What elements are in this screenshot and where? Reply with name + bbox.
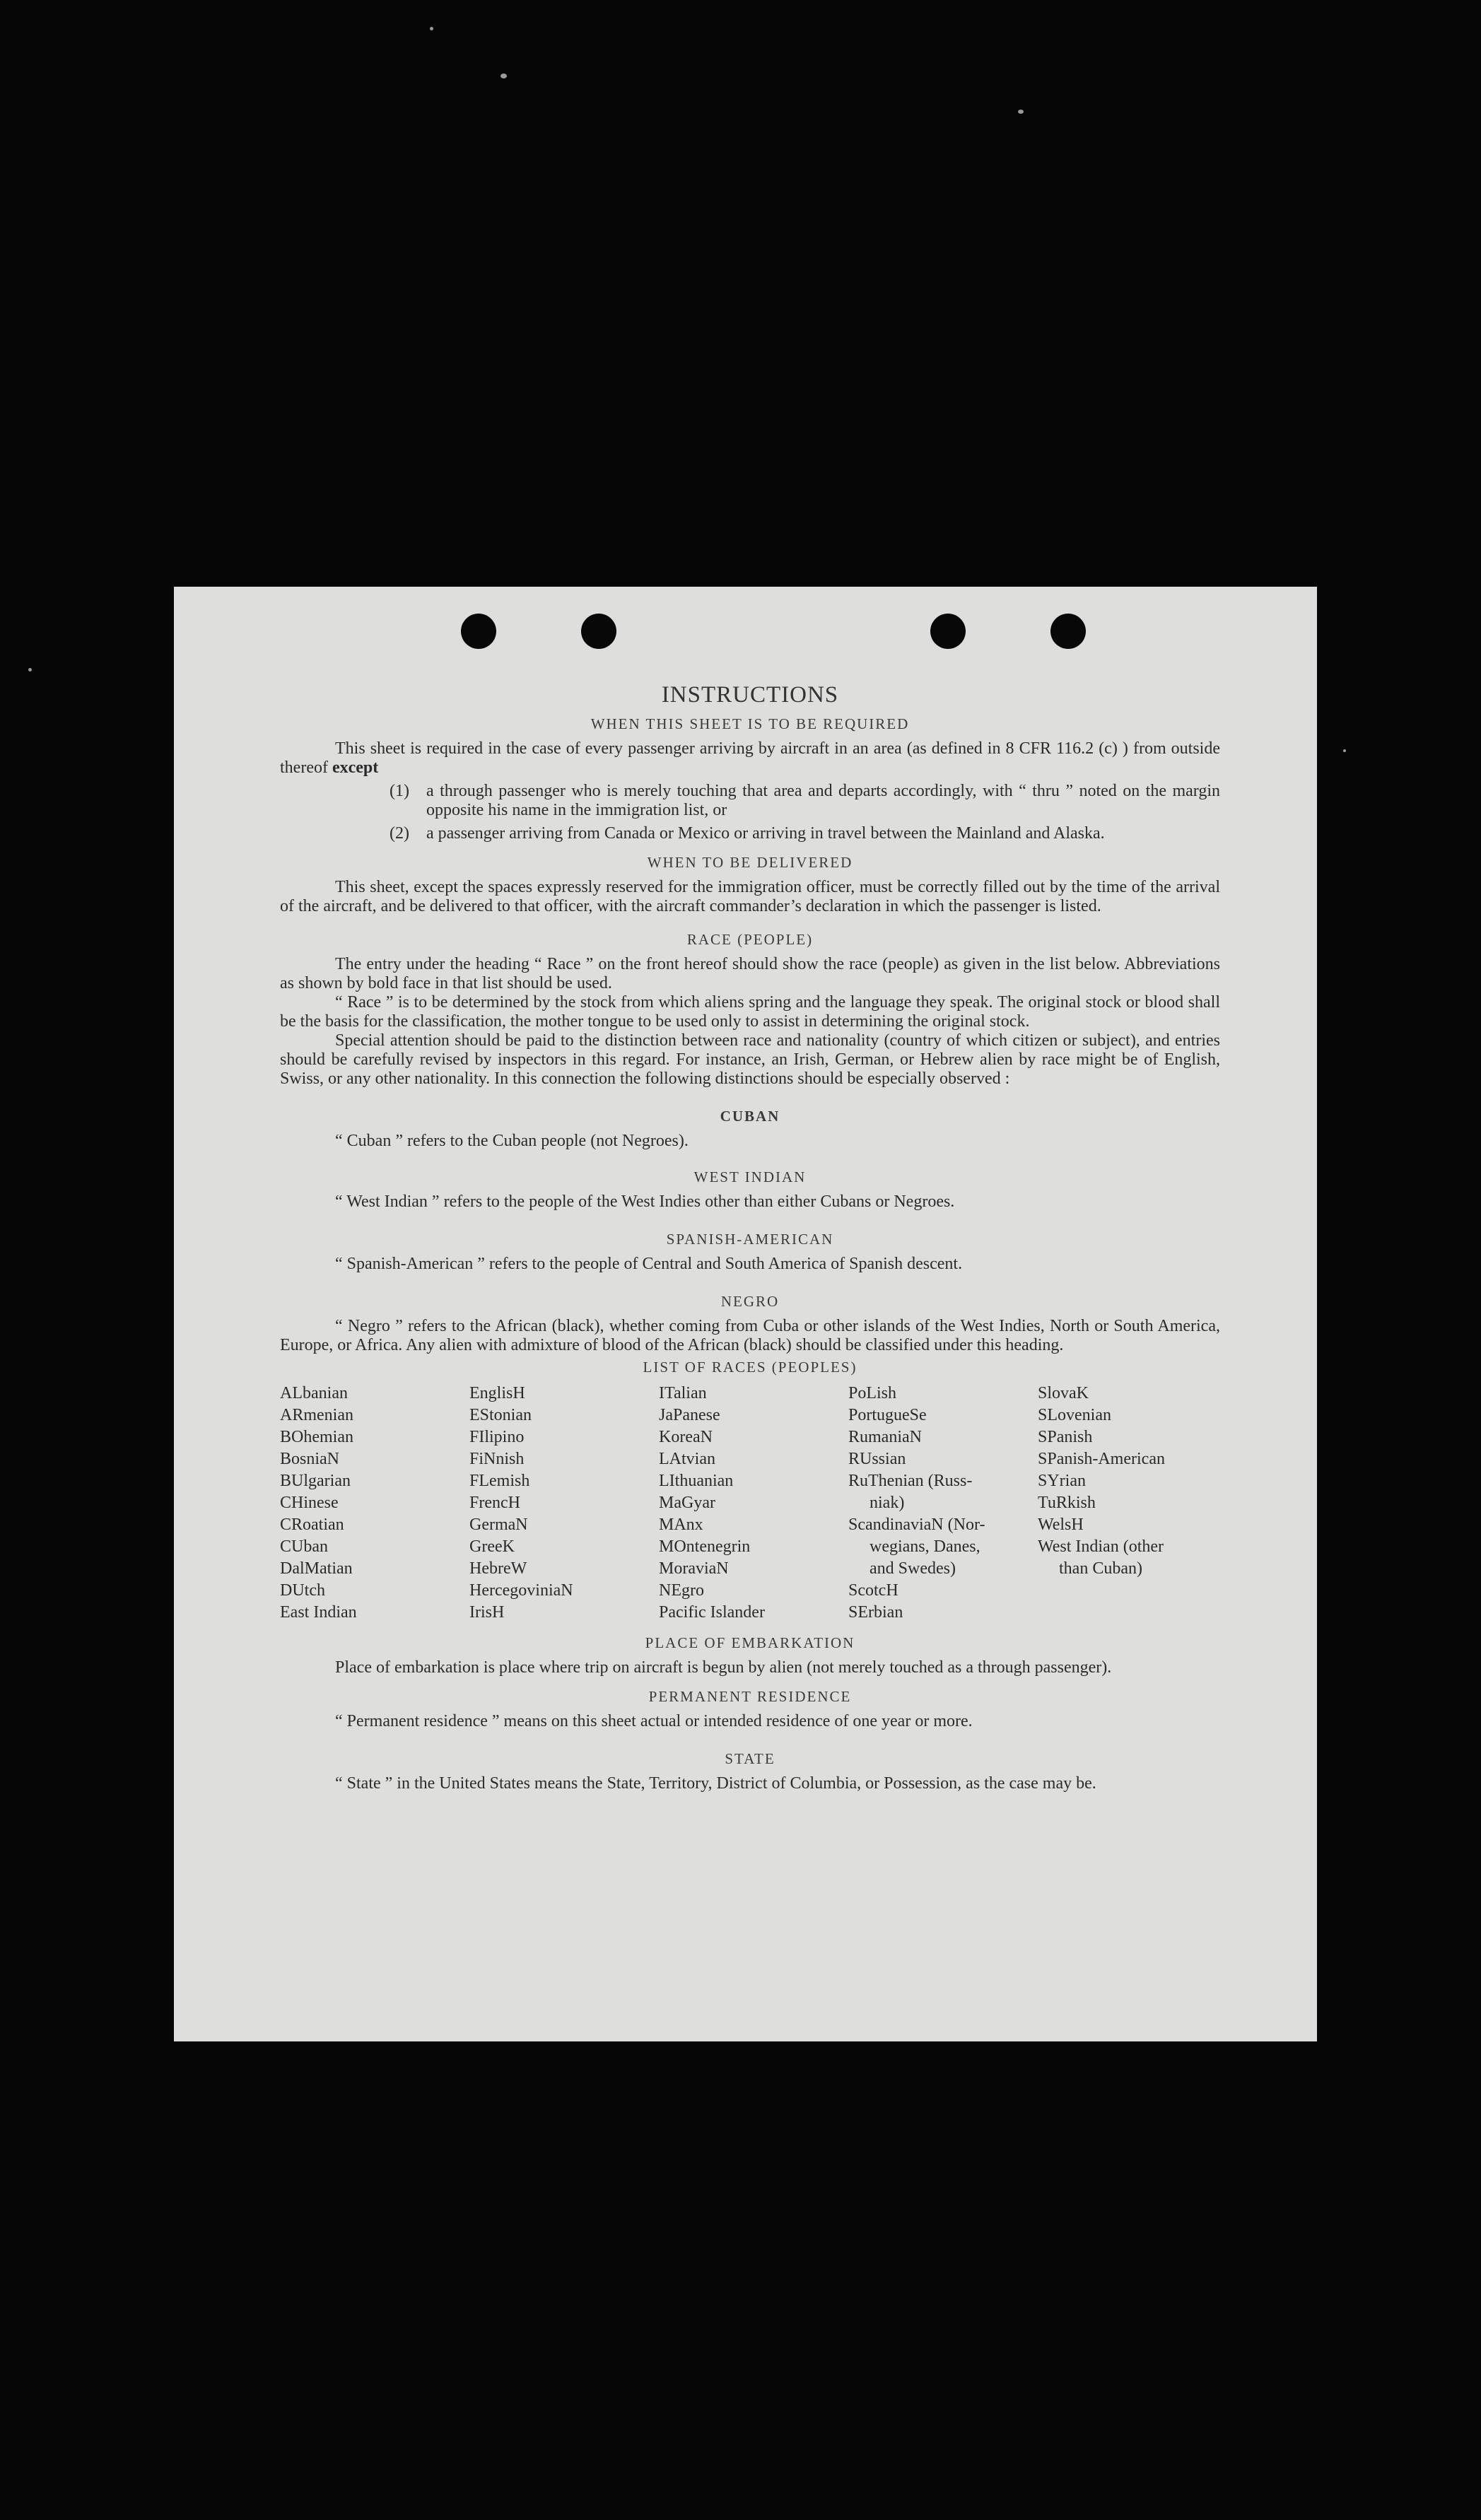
- race-item: DalMatian: [280, 1559, 353, 1578]
- race-item: East Indian: [280, 1603, 357, 1622]
- embarkation-text: Place of embarkation is place where trip on aircraft is begun by alien (not merely touched as a through passenger).: [335, 1658, 1112, 1677]
- race-paragraph: The entry under the heading “ Race ” on the front hereof should show the race (people) as given in the list below. Abbreviations as shown by bold face in that list should be used.: [280, 955, 1220, 992]
- race-item: ALbanian: [280, 1384, 348, 1402]
- scan-speck: [501, 74, 507, 78]
- race-item: than Cuban): [1059, 1559, 1142, 1578]
- race-item: HebreW: [469, 1559, 527, 1578]
- race-item: MoraviaN: [659, 1559, 729, 1578]
- race-item: TuRkish: [1038, 1494, 1096, 1512]
- race-item: GreeK: [469, 1537, 515, 1556]
- race-item: CRoatian: [280, 1516, 344, 1534]
- race-item: IrisH: [469, 1603, 505, 1622]
- race-item: ITalian: [659, 1384, 707, 1402]
- race-column: [469, 1383, 659, 1624]
- race-item: WelsH: [1038, 1516, 1084, 1534]
- race-item: BUlgarian: [280, 1472, 351, 1490]
- race-item: FrencH: [469, 1494, 520, 1512]
- race-item: SlovaK: [1038, 1384, 1089, 1402]
- scan-speck: [1018, 110, 1024, 114]
- document-body: [280, 682, 1220, 1793]
- scan-speck: [430, 27, 433, 30]
- race-item: SPanish: [1038, 1428, 1093, 1446]
- heading-when-delivered: WHEN TO BE DELIVERED: [647, 854, 853, 871]
- race-item: EnglisH: [469, 1384, 525, 1402]
- race-item: RumaniaN: [848, 1428, 922, 1446]
- race-paragraph: Special attention should be paid to the distinction between race and nationality (country of which citizen or subject), and entries should be carefully revised by inspectors in this regard. For instance, an Irish, German, or Hebrew alien by race might be of English, Swiss, or any other nationality. In this connection the following distinctions should be especially observed :: [280, 1031, 1220, 1088]
- instruction-sheet: [174, 587, 1317, 2041]
- race-item: RUssian: [848, 1450, 906, 1468]
- heading-negro: NEGRO: [720, 1293, 780, 1310]
- spanish-american-text: “ Spanish-American ” refers to the people of Central and South America of Spanish descent.: [335, 1255, 963, 1273]
- cuban-text: “ Cuban ” refers to the Cuban people (not Negroes).: [335, 1132, 689, 1150]
- race-item: GermaN: [469, 1516, 528, 1534]
- race-item: SLovenian: [1038, 1406, 1111, 1424]
- heading-state: STATE: [725, 1750, 775, 1767]
- scan-speck: [1343, 749, 1346, 752]
- race-column: [848, 1383, 1038, 1624]
- race-item: JaPanese: [659, 1406, 720, 1424]
- race-item: and Swedes): [870, 1559, 956, 1578]
- race-item: FLemish: [469, 1472, 530, 1490]
- race-item: PoLish: [848, 1384, 897, 1402]
- exception-item: [390, 782, 1220, 820]
- document-title: INSTRUCTIONS: [661, 682, 839, 708]
- race-item: LAtvian: [659, 1450, 715, 1468]
- when-required-intro: [280, 739, 1220, 778]
- heading-race: RACE (PEOPLE): [686, 931, 814, 948]
- heading-list-of-races: LIST OF RACES (PEOPLES): [643, 1359, 857, 1376]
- race-item: wegians, Danes,: [870, 1537, 980, 1556]
- exception-text: a passenger arriving from Canada or Mexico or arriving in travel between the Mainland and Alaska.: [426, 824, 1105, 843]
- punch-hole: [1050, 614, 1086, 649]
- punch-hole: [461, 614, 496, 649]
- heading-when-required: WHEN THIS SHEET IS TO BE REQUIRED: [590, 715, 910, 732]
- negro-text: “ Negro ” refers to the African (black), whether coming from Cuba or other islands of the West Indies, North or South America, Europe, or Africa. Any alien with admixture of blood of the African (black) should be classified under this heading.: [280, 1317, 1220, 1354]
- race-item: CHinese: [280, 1494, 339, 1512]
- exception-number: (1): [390, 782, 409, 800]
- heading-spanish-american: SPANISH-AMERICAN: [666, 1231, 834, 1248]
- race-item: LIthuanian: [659, 1472, 734, 1490]
- race-item: HercegoviniaN: [469, 1581, 573, 1600]
- race-item: MaGyar: [659, 1494, 715, 1512]
- race-item: SPanish-American: [1038, 1450, 1165, 1468]
- race-item: BosniaN: [280, 1450, 339, 1468]
- heading-cuban: CUBAN: [720, 1108, 780, 1125]
- race-item: ARmenian: [280, 1406, 353, 1424]
- race-item: BOhemian: [280, 1428, 353, 1446]
- heading-embarkation: PLACE OF EMBARKATION: [645, 1634, 855, 1651]
- residence-text: “ Permanent residence ” means on this sheet actual or intended residence of one year or more.: [335, 1712, 973, 1730]
- when-delivered-text: This sheet, except the spaces expressly reserved for the immigration officer, must be correctly filled out by the time of the arrival of the aircraft, and be delivered to that officer, with the aircraft commander’s declaration in which the passenger is listed.: [280, 878, 1220, 915]
- race-item: EStonian: [469, 1406, 532, 1424]
- west-indian-text: “ West Indian ” refers to the people of the West Indies other than either Cubans or Negroes.: [335, 1192, 955, 1211]
- exception-number: (2): [390, 824, 409, 843]
- race-item: DUtch: [280, 1581, 325, 1600]
- race-item: KoreaN: [659, 1428, 713, 1446]
- race-column: [659, 1383, 848, 1624]
- race-item: Pacific Islander: [659, 1603, 765, 1622]
- race-item: FiNnish: [469, 1450, 525, 1468]
- race-item: SErbian: [848, 1603, 903, 1622]
- punch-hole: [581, 614, 616, 649]
- race-item: MOntenegrin: [659, 1537, 751, 1556]
- race-item: CUban: [280, 1537, 328, 1556]
- scan-speck: [28, 668, 32, 672]
- race-item: ScandinaviaN (Nor-: [848, 1516, 985, 1534]
- race-item: SYrian: [1038, 1472, 1086, 1490]
- when-required-intro-text: This sheet is required in the case of every passenger arriving by aircraft in an area (as defined in 8 CFR 116.2 (c) ) from outside thereof: [280, 739, 1220, 777]
- race-item: ScotcH: [848, 1581, 898, 1600]
- heading-west-indian: WEST INDIAN: [693, 1168, 807, 1185]
- race-list: [280, 1383, 1220, 1624]
- race-item: PortugueSe: [848, 1406, 927, 1424]
- heading-residence: PERMANENT RESIDENCE: [648, 1688, 852, 1705]
- race-item: MAnx: [659, 1516, 703, 1534]
- when-required-intro-emphasis: except: [332, 758, 379, 777]
- race-paragraph: “ Race ” is to be determined by the stock from which aliens spring and the language they speak. The original stock or blood shall be the basis for the classification, the mother tongue to be used only to assist in determining the original stock.: [280, 993, 1220, 1031]
- race-item: niak): [870, 1494, 905, 1512]
- race-item: RuThenian (Russ-: [848, 1472, 973, 1490]
- exception-text: a through passenger who is merely touching that area and departs accordingly, with “ thru ” noted on the margin opposite his name in the immigration list, or: [426, 782, 1220, 819]
- race-item: NEgro: [659, 1581, 704, 1600]
- race-column: [1038, 1383, 1220, 1624]
- state-text: “ State ” in the United States means the State, Territory, District of Columbia, or Possession, as the case may be.: [335, 1774, 1096, 1793]
- race-item: FIlipino: [469, 1428, 525, 1446]
- punch-hole: [930, 614, 966, 649]
- exception-item: [390, 824, 1220, 843]
- race-column: [280, 1383, 469, 1624]
- race-item: West Indian (other: [1038, 1537, 1164, 1556]
